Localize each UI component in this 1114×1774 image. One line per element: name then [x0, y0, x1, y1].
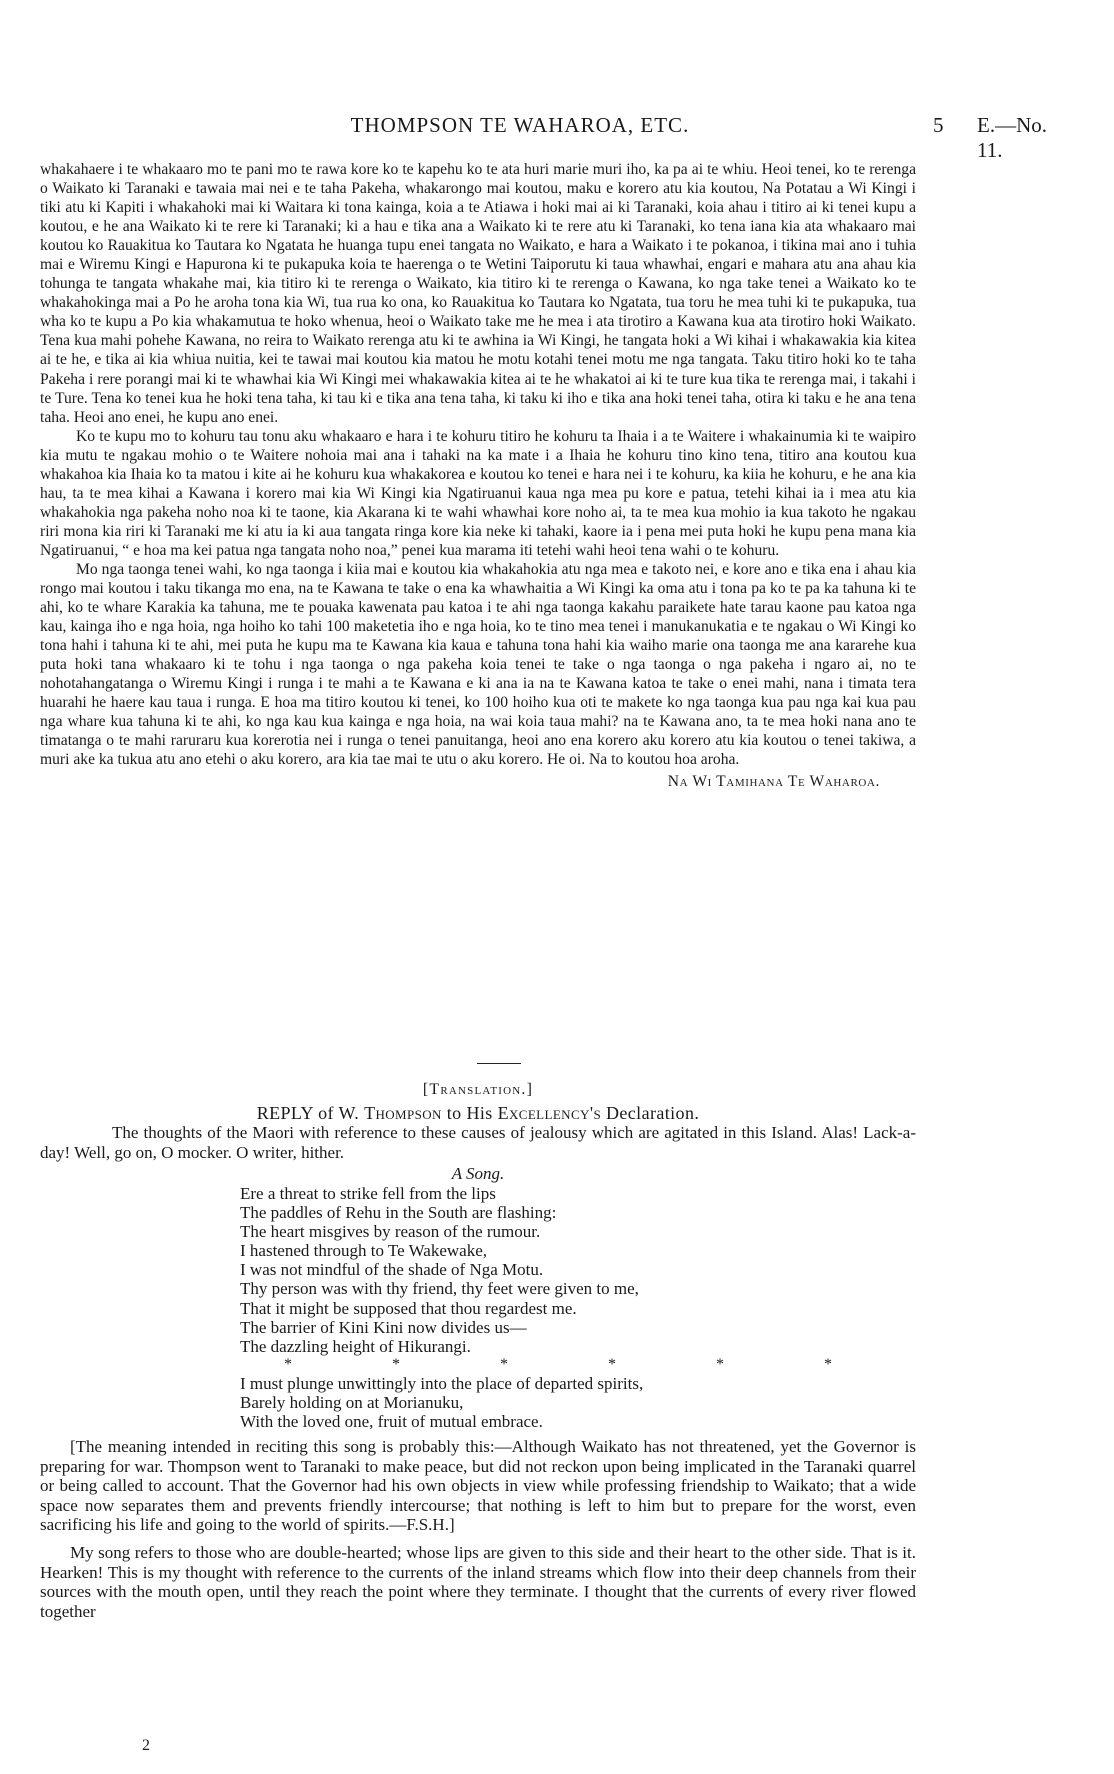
song-line: The barrier of Kini Kini now divides us— [240, 1317, 527, 1337]
song-line: The heart misgives by reason of the rumour. [240, 1222, 541, 1242]
song-line: I must plunge unwittingly into the place of departed spirits, [240, 1373, 644, 1393]
maori-paragraph-1: whakahaere i te whakaaro mo te pani mo te rawa kore ko te kapehu ko te ata huri marie muri iho, ka pa ai te whiu. Heoi tenei, ko te rerenga o Waikato ki Taranaki e tawaia mai nei e te taha Pakeha, whakarongo mai koutou, maku e korero atu kia koutou, Na Potatau a Wi Kingi i tiki atu ki Kapiti i whakahoki mai ki Waitara ki tona kainga, koia a te Atiawa i hoki mai ai ki Taranaki, koia ahau i titiro ai ki tenei kupu a koutou, e he ana Waikato ki te rere ki Taranaki; ki a hau e tika ana a Waikato ki te rere atu ki Taranaki, ko tena iana kia ata whakaaro mai koutou ko Rauakitua ko Tautara ko Ngatata he huanga tupu enei tangata no Waikato, e hara a Waikato i te pokanoa, i tikina mai ano i tuhia mai e Wiremu Kingi e Hapurona ki te pukapuka koia te haerenga o te Wetini Taiporutu ki taua whawhai, engari e mahara atu ana ahau kia tohunga te tangata whakahe mai, kia titiro ki te rerenga o Waikato, kia titiro ki te rerenga o Kawana, ko nga take tenei a Waikato ko te whakahokinga mai a Po he aroha tona kia Wi, tua rua ko ona, ko Rauakitua ko Tautara ko Ngatata, tua toru he mea tuhi ki te pukapuka, tua wha ko te kupu a Po kia whakamutua te hoko whenua, heoi o Waikato take me he mea i ata tirotiro a Kawana kua ata tirotiro hoki Waikato. Tena kua mahi pohehe Kawana, no reira to Waikato rerenga atu ki te awhina ia Wi Kingi, he tangata hoki a Wi kihai i whakawakia kia kitea ai te he, e tika ai kia whiua nuitia, kei te tawai mai koutou kia matou he motu kotahi tenei motu me nga tangata. Taku titiro hoki ko te taha Pakeha i rere porangi mai ki te whawhai kia Wi Kingi mei whakawakia kitea ai te he whakatoi ai ki te ture kua tika te rerenga mai, i takahi i te Ture. Tena ko tenei kua he hoki tena taha, ki tau ki e tika ana tena taha, ki taku ki iho e tika ana hoki tenei taha, otira ki taku e he ana tena taha. Heoi ano enei, he kupu ano enei. [40, 161, 916, 426]
song-line: I was not mindful of the shade of Nga Motu. [240, 1260, 544, 1280]
maori-paragraph-2: Ko te kupu mo to kohuru tau tonu aku whakaaro e hara i te kohuru titiro he kohuru ta Ihaia i a te Waitere i whakainumia ki te waipiro kia mutu te ngakau mohio o te Waitere nohoia mai ana i tahaki na ka mate i a Ihaia he kohuru tino kino tena, titiro ana koutou kua whakahoa kia Ihaia ko ta matou i kite ai he kohuru kua whakakorea e koutou ko tenei e hara nei i te kohuru, ka kiia he kohuru, e he ana kia hau, ta te mea kihai a Kawana i korero mai kia Wi Kingi kia Ngatiruanui kaua nga mea pu kore e patua, tetehi kihai ia i mea atu kia whakahokia nga pakeha noho noa ki te taone, kia Akarana ki te wahi whawhai kore noho ai, ta te mea kua mohio ia kua takoto he ngakau riri mona kia riri ki Taranaki me ki atu ia ki aua tangata ringa kore kia neke ki tahaki, kaore ia i pena mei puta hoki he kupu pena mana kia Ngatiruanui, “ e hoa ma kei patua nga tangata noho noa,” penei kua marama iti tetehi wahi heoi tena wahi o te kohuru. [40, 427, 916, 559]
running-title: THOMPSON TE WAHAROA, ETC. [350, 113, 690, 137]
paper-reference: E.—No. 11. [977, 113, 1047, 162]
heading-part: Declaration. [601, 1102, 700, 1123]
page-number: 5 [933, 113, 944, 137]
maori-text-block [40, 160, 916, 791]
heading-part: REPLY of W. [256, 1102, 365, 1123]
song-stanza-1 [240, 1184, 916, 1356]
song-line: With the loved one, fruit of mutual embrace. [240, 1412, 543, 1431]
song-line: Barely holding on at Morianuku, [240, 1392, 464, 1412]
translation-label: [Translation.] [422, 1081, 534, 1098]
song-line: That it might be supposed that thou regardest me. [240, 1298, 577, 1318]
maori-signature: Na Wi Tamihana Te Waharoa. [667, 772, 880, 790]
song-line: The dazzling height of Hikurangi. [240, 1336, 471, 1356]
translation-heading [40, 1104, 916, 1124]
song-line: I hastened through to Te Wakewake, [240, 1241, 488, 1261]
heading-name: Thompson [364, 1102, 442, 1123]
page-header [40, 113, 1074, 162]
section-divider [477, 1063, 521, 1064]
signature-mark: 2 [142, 1737, 150, 1754]
song-line: The paddles of Rehu in the South are flashing: [240, 1203, 557, 1223]
heading-title: Excellency's [497, 1102, 602, 1123]
editorial-note: [The meaning intended in reciting this song is probably this:—Although Waikato has not threatened, yet the Governor is preparing for war. Thompson went to Taranaki to make peace, but did not reckon upon being implicated in the Taranaki quarrel or being called to account. That the Governor had his own objects in view while professing friendship to Waikato; that a wide space now separates them and prevents friendly intercourse; that nothing is left to him but to prepare for the worst, even sacrificing his life and going to the world of spirits.—F.S.H.] [40, 1437, 916, 1535]
translation-intro: The thoughts of the Maori with reference to these causes of jealousy which are agitated in this Island. Alas! Lack-a-day! Well, go on, O mocker. O writer, hither. [40, 1123, 916, 1162]
translation-block [40, 1080, 916, 1621]
song-title: A Song. [451, 1164, 505, 1184]
song-line: Thy person was with thy friend, thy feet were given to me, [240, 1279, 639, 1299]
omission-stars: * * * * * * [284, 1355, 880, 1373]
closing-paragraph: My song refers to those who are double-hearted; whose lips are given to this side and their heart to the other side. That is it. Hearken! This is my thought with reference to the currents of the inland streams which flow into their deep channels from their sources with the mouth open, until they reach the point where they terminate. I thought that the currents of every river flowed together [40, 1543, 916, 1621]
song-line: Ere a threat to strike fell from the lips [240, 1183, 496, 1203]
heading-part: to His [441, 1102, 498, 1123]
song-stanza-2 [240, 1374, 916, 1431]
maori-paragraph-3: Mo nga taonga tenei wahi, ko nga taonga i kiia mai e koutou kia whakahokia atu nga mea e takoto nei, e kore ano e tika ena i ahau kia rongo mai koutou i taku tikanga mo ena, na te Kawana te take o ena ka whawhaitia a Wi Kingi ka oma atu i tona pa ko te pa ka tahuna ki te ahi, ko te whare Karakia ka tahuna, me te pouaka kawenata pau katoa i te ahi nga taonga kakahu paraikete hate tarau kaone pau katoa nga kau, kainga iho e nga hoia, nga hoiho ko tahi 100 maketetia iho e nga hoia, ko te tino mea tenei i manukanukatia e te ngakau o Wi Kingi ko tona hahi i tahuna ki te ahi, mei puta he kupu ma te Kawana kia kaua e tahuna tona hahi kia waiho marie ona taonga me ana kararehe kua puta hoki tana whakaaro ki te tohu i nga taonga o nga pakeha koia tenei te take o nga taonga o nga pakeha i ngaro ai, no te nohotahangatanga o Wiremu Kingi i runga i te mahi a te Kawana e ki ana ia na te Kawana katoa te take o enei mahi, nana i timata tera huarahi he haere kau taua i runga. E hoa ma titiro koutou ki tenei, ko 100 hoiho kua oti te makete ko nga taonga kua pau nga kai kua pau nga whare kua tahuna ki te ahi, ko nga kau kua kainga e nga hoia, na wai koia taua mahi? na te Kawana ano, ta te mea hoki nana ano te timatanga o te mahi raruraru kua korerotia nei i runga o tenei panuitanga, heoi ano ena korero aku korero atu kia koutou o tenei takiwa, a muri ake ka tukua atu ano etehi o aku korero, ara kia tae mai te utu o aku korero. He oi. Na to koutou hoa aroha. [40, 560, 916, 769]
